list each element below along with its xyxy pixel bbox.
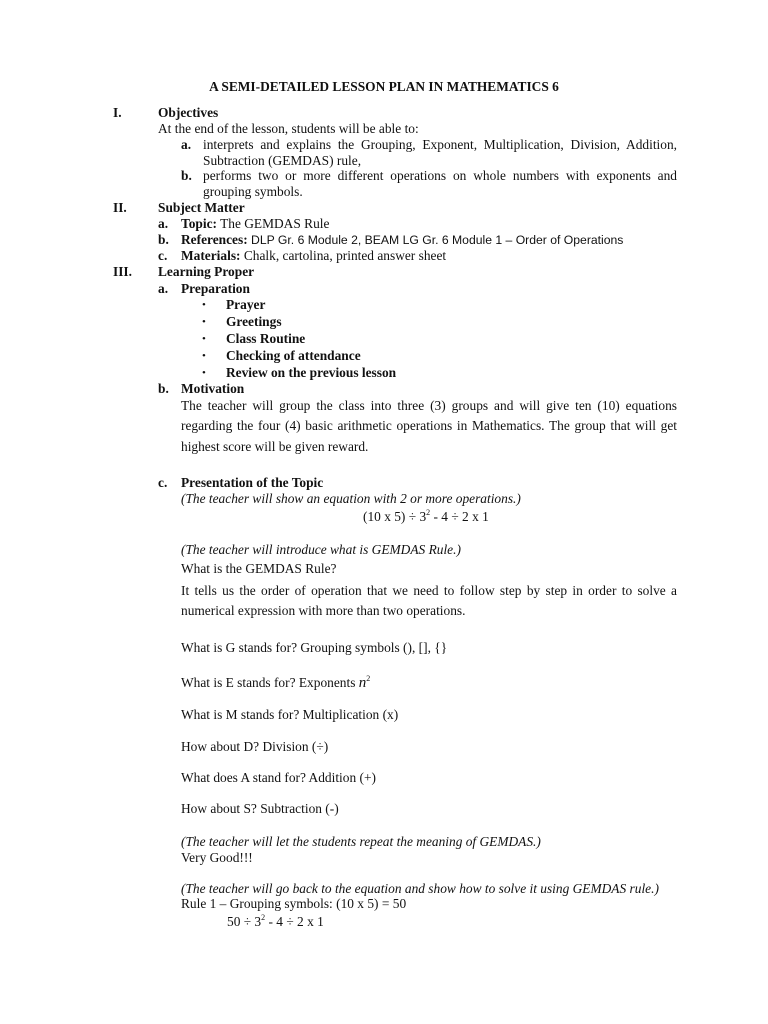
praise: Very Good!!! [181, 850, 253, 865]
bullet-icon: • [202, 367, 206, 379]
objective-line: Subtraction (GEMDAS) rule, [203, 153, 362, 168]
qa-line: What does A stand for? Addition (+) [181, 770, 376, 785]
bullet-icon: • [202, 350, 206, 362]
question: What is the GEMDAS Rule? [181, 561, 337, 576]
subheading-motivation: Motivation [181, 381, 245, 396]
teacher-note: (The teacher will show an equation with 2 or more operations.) [181, 491, 521, 506]
motivation-line: highest score will be given reward. [181, 439, 369, 454]
section-heading-objectives: Objectives [158, 105, 219, 120]
references-line [181, 232, 623, 248]
section-heading-learning-proper: Learning Proper [158, 264, 255, 279]
list-letter: b. [181, 168, 192, 183]
list-letter: a. [158, 216, 169, 231]
list-letter: a. [181, 137, 192, 152]
exponent: 2 [426, 508, 431, 517]
list-letter: b. [158, 381, 169, 396]
list-letter: a. [158, 281, 169, 296]
exponent: 2 [261, 913, 266, 922]
equation [363, 509, 489, 525]
list-letter: b. [158, 232, 169, 247]
teacher-note: (The teacher will introduce what is GEMDAS Rule.) [181, 542, 461, 557]
references-label: References: [181, 232, 248, 247]
section-numeral: III. [113, 264, 132, 279]
motivation-line: The teacher will group the class into three (3) groups and will give ten (10) equations [181, 398, 677, 413]
equation-part: - 4 ÷ 2 x 1 [430, 509, 489, 524]
list-item: Prayer [226, 297, 266, 312]
teacher-note: (The teacher will go back to the equation and show how to solve it using GEMDAS rule.) [181, 881, 659, 896]
objective-line: performs two or more different operations on whole numbers with exponents and [203, 168, 677, 183]
list-item: Review on the previous lesson [226, 365, 397, 380]
equation-part: - 4 ÷ 2 x 1 [265, 914, 324, 929]
qa-line: How about S? Subtraction (-) [181, 801, 339, 816]
materials-value: Chalk, cartolina, printed answer sheet [240, 248, 447, 263]
motivation-line: regarding the four (4) basic arithmetic operations in Mathematics. The group that will get [181, 418, 677, 433]
equation-part: (10 x 5) ÷ 3 [363, 509, 427, 524]
bullet-icon: • [202, 299, 206, 311]
exponent: 2 [366, 674, 371, 683]
rule-line: Rule 1 – Grouping symbols: (10 x 5) = 50 [181, 896, 407, 911]
section-numeral: I. [113, 105, 122, 120]
qa-line [181, 674, 370, 692]
list-letter: c. [158, 248, 168, 263]
equation-step [227, 914, 324, 930]
materials-label: Materials: [181, 248, 241, 263]
list-item: Class Routine [226, 331, 306, 346]
subheading-preparation: Preparation [181, 281, 250, 296]
section-numeral: II. [113, 200, 127, 215]
subheading-presentation: Presentation of the Topic [181, 475, 324, 490]
topic-line [181, 216, 329, 232]
answer-line: numerical expression with more than two operations. [181, 603, 466, 618]
qa-line: What is G stands for? Grouping symbols (), [], {} [181, 640, 448, 655]
objective-line: interprets and explains the Grouping, Exponent, Multiplication, Division, Addition, [203, 137, 677, 152]
equation-part: 50 ÷ 3 [227, 914, 262, 929]
section-heading-subject-matter: Subject Matter [158, 200, 245, 215]
teacher-note: (The teacher will let the students repeat the meaning of GEMDAS.) [181, 834, 541, 849]
answer-line: It tells us the order of operation that we need to follow step by step in order to solve a [181, 583, 677, 598]
qa-text: What is E stands for? Exponents [181, 675, 359, 690]
objectives-intro: At the end of the lesson, students will be able to: [158, 121, 419, 136]
list-item: Greetings [226, 314, 282, 329]
bullet-icon: • [202, 316, 206, 328]
list-item: Checking of attendance [226, 348, 361, 363]
page-title: A SEMI-DETAILED LESSON PLAN IN MATHEMATICS 6 [209, 79, 559, 94]
objective-line: grouping symbols. [203, 184, 303, 199]
topic-value: The GEMDAS Rule [216, 216, 330, 231]
references-value: DLP Gr. 6 Module 2, BEAM LG Gr. 6 Module 1 – Order of Operations [247, 233, 624, 247]
topic-label: Topic: [181, 216, 217, 231]
qa-line: What is M stands for? Multiplication (x) [181, 707, 399, 722]
bullet-icon: • [202, 333, 206, 345]
materials-line [181, 248, 446, 264]
qa-line: How about D? Division (÷) [181, 739, 329, 754]
exponent-variable: n [358, 675, 367, 691]
list-letter: c. [158, 475, 168, 490]
